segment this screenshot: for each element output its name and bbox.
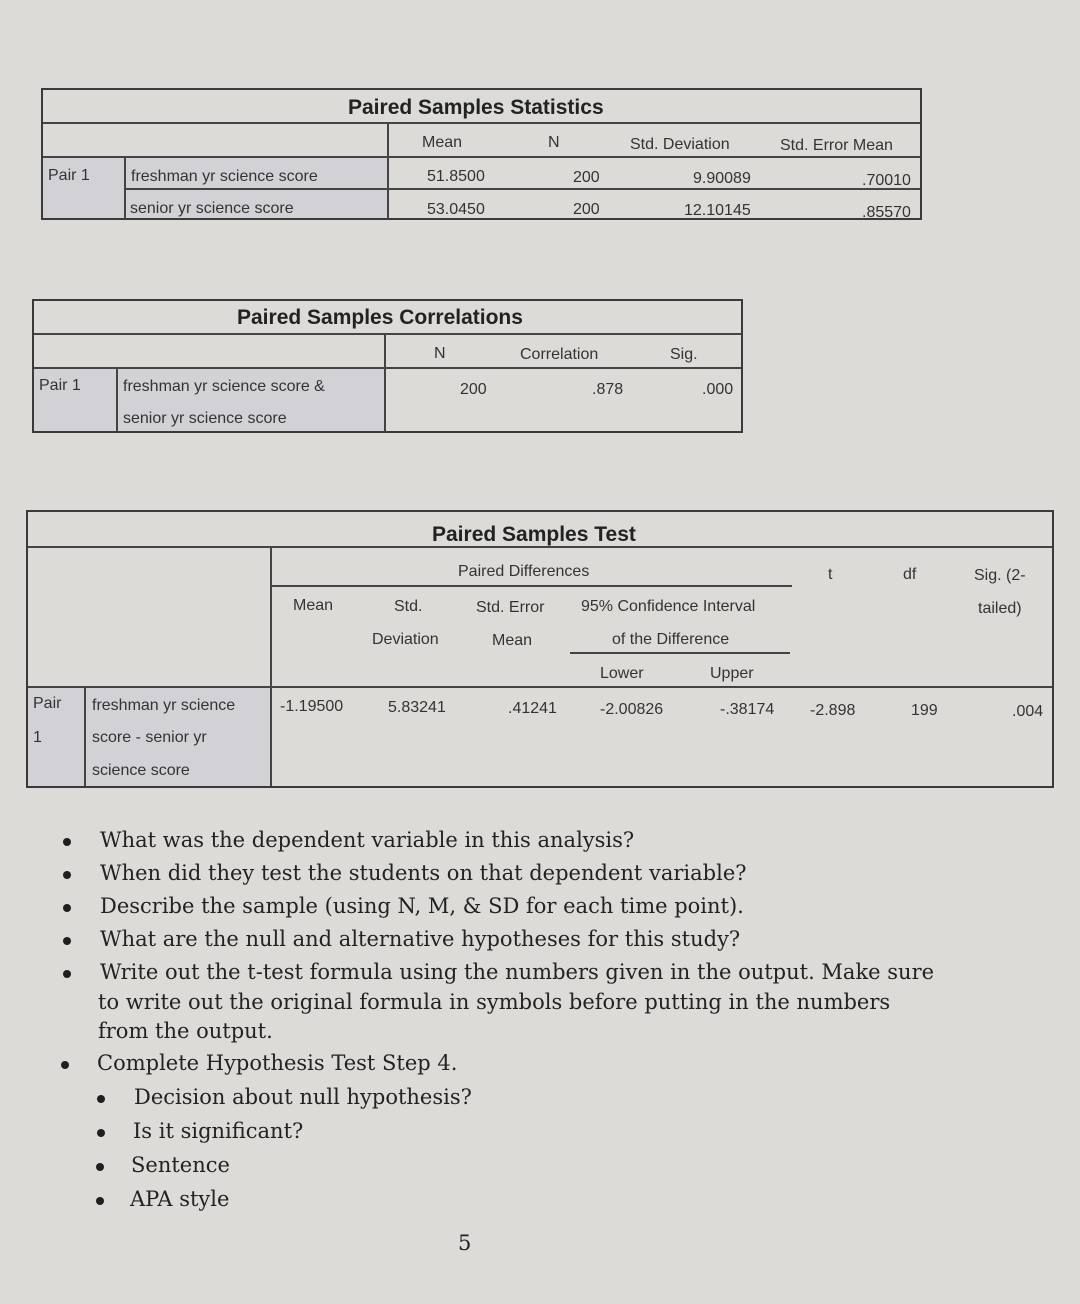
stats-row1-sem: .70010 <box>862 172 911 189</box>
divider <box>43 156 920 158</box>
question-item: Describe the sample (using N, M, & SD for each time point). <box>100 894 744 918</box>
divider <box>272 585 792 587</box>
test-header-std-line2: Deviation <box>372 631 439 648</box>
test-header-df: df <box>903 566 917 583</box>
divider <box>43 122 920 124</box>
test-pair-label-line1: Pair <box>33 695 62 712</box>
bullet-icon <box>63 871 71 879</box>
stats-row2-n: 200 <box>573 201 600 218</box>
bullet-icon <box>61 1061 69 1069</box>
stats-header-mean: Mean <box>422 134 463 151</box>
divider <box>570 652 790 654</box>
divider <box>28 686 1052 688</box>
divider <box>387 123 389 219</box>
test-lower: -2.00826 <box>600 701 664 718</box>
corr-header-correlation: Correlation <box>520 346 599 363</box>
sub-question-item: Decision about null hypothesis? <box>134 1085 472 1109</box>
stats-title: Paired Samples Statistics <box>348 96 604 119</box>
stats-row2-sem: .85570 <box>862 204 911 221</box>
corr-label-line2: senior yr science score <box>123 410 287 427</box>
test-se: .41241 <box>508 700 557 717</box>
test-sd: 5.83241 <box>388 699 446 716</box>
test-row-label-line2: score - senior yr <box>92 729 207 746</box>
stats-header-n: N <box>548 134 560 151</box>
divider <box>34 333 741 335</box>
bullet-icon <box>63 838 71 846</box>
test-header-std-line1: Std. <box>394 598 423 615</box>
corr-title: Paired Samples Correlations <box>237 306 523 329</box>
test-header-lower: Lower <box>600 665 644 682</box>
divider <box>384 334 386 431</box>
test-t: -2.898 <box>810 702 856 719</box>
divider <box>28 546 1052 548</box>
stats-row1-mean: 51.8500 <box>427 168 485 185</box>
test-header-upper: Upper <box>710 665 754 682</box>
test-header-sig-line1: Sig. (2- <box>974 567 1026 584</box>
question-item: When did they test the students on that dependent variable? <box>100 861 747 885</box>
divider <box>270 547 272 786</box>
divider <box>116 368 118 431</box>
bullet-icon <box>63 904 71 912</box>
divider <box>124 188 920 190</box>
test-header-paired-differences: Paired Differences <box>458 563 590 580</box>
question-item: What are the null and alternative hypotheses for this study? <box>100 927 741 951</box>
test-title: Paired Samples Test <box>432 523 636 546</box>
page-number: 5 <box>458 1231 472 1255</box>
test-row-label-line1: freshman yr science <box>92 697 236 714</box>
question-item: What was the dependent variable in this analysis? <box>100 828 635 852</box>
test-sig: .004 <box>1012 703 1044 720</box>
test-header-se-line1: Std. Error <box>476 599 545 616</box>
sub-bullet-icon <box>96 1197 104 1205</box>
test-row-label-line3: science score <box>92 762 190 779</box>
corr-header-n: N <box>434 345 446 362</box>
test-upper: -.38174 <box>720 701 775 718</box>
test-header-ci-line2: of the Difference <box>612 631 730 648</box>
corr-header-sig: Sig. <box>670 346 698 363</box>
test-header-sig-line2: tailed) <box>978 600 1022 617</box>
corr-pair-label: Pair 1 <box>39 377 81 394</box>
bullet-icon <box>63 970 71 978</box>
divider <box>34 367 741 369</box>
stats-row2-sd: 12.10145 <box>684 202 751 219</box>
sub-question-item: Sentence <box>131 1153 230 1177</box>
sub-bullet-icon <box>96 1163 104 1171</box>
corr-label-line1: freshman yr science score & <box>123 378 325 395</box>
test-pair-label-line2: 1 <box>33 729 42 746</box>
corr-n: 200 <box>460 381 487 398</box>
stats-pair-label: Pair 1 <box>48 167 90 184</box>
divider <box>84 688 86 786</box>
stats-row2-mean: 53.0450 <box>427 201 485 218</box>
stats-row1-sd: 9.90089 <box>693 170 751 187</box>
test-header-mean: Mean <box>293 597 334 614</box>
stats-row2-label: senior yr science score <box>130 200 294 217</box>
corr-correlation: .878 <box>592 381 624 398</box>
stats-row1-label: freshman yr science score <box>131 168 318 185</box>
sub-bullet-icon <box>97 1095 105 1103</box>
sub-bullet-icon <box>97 1129 105 1137</box>
bullet-icon <box>63 937 71 945</box>
test-df: 199 <box>911 702 938 719</box>
question-item-continued: to write out the original formula in symbols before putting in the numbers <box>98 990 891 1014</box>
test-header-se-line2: Mean <box>492 632 533 649</box>
stats-header-sd: Std. Deviation <box>630 136 730 153</box>
stats-row1-n: 200 <box>573 169 600 186</box>
question-item-continued: from the output. <box>98 1019 273 1043</box>
sub-question-item: Is it significant? <box>133 1119 304 1143</box>
test-header-ci-line1: 95% Confidence Interval <box>581 598 756 615</box>
stats-header-sem: Std. Error Mean <box>780 137 893 154</box>
corr-sig: .000 <box>702 381 734 398</box>
sub-question-item: APA style <box>130 1187 230 1211</box>
test-mean: -1.19500 <box>280 698 344 715</box>
test-header-t: t <box>828 566 833 583</box>
question-item: Write out the t-test formula using the numbers given in the output. Make sure <box>100 960 935 984</box>
question-item: Complete Hypothesis Test Step 4. <box>97 1051 458 1075</box>
divider <box>124 157 126 219</box>
